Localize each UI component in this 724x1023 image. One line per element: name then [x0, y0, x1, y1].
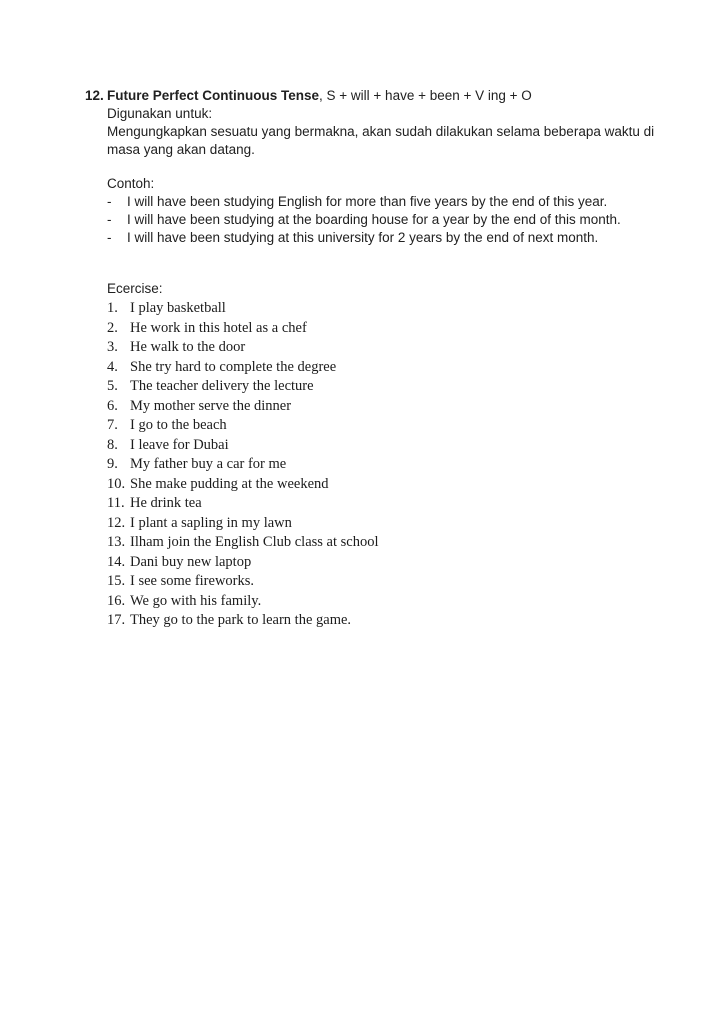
exercise-item-text: I go to the beach: [130, 417, 227, 433]
exercise-item: [107, 436, 670, 456]
exercise-item-text: She make pudding at the weekend: [130, 475, 329, 492]
section-body: [107, 105, 670, 631]
example-text: I will have been studying English for more than five years by the end of this year.: [127, 194, 608, 209]
exercise-item-number: 1.: [107, 300, 118, 316]
exercise-item-number: 7.: [107, 417, 118, 433]
exercise-item-number: 11.: [107, 495, 125, 511]
exercise-item: [107, 611, 670, 631]
exercise-item: [107, 338, 670, 358]
section-title-bold: Future Perfect Continuous Tense: [107, 88, 320, 103]
exercise-item: [107, 494, 670, 514]
exercise-item: [107, 553, 670, 573]
exercise-item-text: The teacher delivery the lecture: [130, 378, 314, 394]
exercise-item-text: They go to the park to learn the game.: [130, 612, 352, 628]
exercise-item: [107, 455, 670, 475]
exercise-item-text: Ilham join the English Club class at school: [130, 534, 379, 550]
example-text: I will have been studying at the boarding house for a year by the end of this month.: [127, 212, 621, 227]
exercise-item-text: I play basketball: [130, 300, 226, 316]
usage-label: Digunakan untuk:: [107, 106, 213, 121]
exercise-item: [107, 514, 670, 534]
exercise-item: [107, 358, 670, 378]
exercise-item: [107, 533, 670, 553]
exercise-item-text: My mother serve the dinner: [130, 397, 292, 414]
exercise-item: [107, 397, 670, 417]
dash-bullet: -: [107, 230, 112, 245]
exercise-item: [107, 377, 670, 397]
dash-bullet: -: [107, 194, 112, 209]
exercise-item-text: He walk to the door: [130, 339, 246, 355]
exercise-item-text: Dani buy new laptop: [130, 553, 252, 570]
exercise-item-number: 14.: [107, 553, 126, 570]
exercise-item-text: My father buy a car for me: [130, 456, 287, 472]
dash-bullet: -: [107, 212, 112, 227]
example-item: [107, 229, 670, 247]
exercise-item-number: 4.: [107, 358, 118, 375]
exercise-item-number: 3.: [107, 339, 118, 355]
exercise-item: [107, 416, 670, 436]
section-title: [107, 87, 532, 105]
exercise-item-text: He drink tea: [130, 495, 202, 511]
exercise-item-number: 13.: [107, 534, 126, 550]
exercise-item: [107, 592, 670, 612]
exercise-item: [107, 572, 670, 592]
exercise-list: [107, 299, 670, 631]
section-title-formula: , S + will + have + been + V ing + O: [319, 88, 532, 103]
exercise-label: Ecercise:: [107, 281, 163, 296]
exercise-item-text: I plant a sapling in my lawn: [130, 514, 292, 531]
section-number: 12.: [85, 88, 104, 103]
exercise-item-text: He work in this hotel as a chef: [130, 319, 307, 336]
exercise-item-number: 17.: [107, 612, 126, 628]
exercise-item-number: 10.: [107, 475, 126, 492]
exercise-item-number: 6.: [107, 397, 118, 414]
section-heading: [85, 87, 670, 105]
example-item: [107, 211, 670, 229]
exercise-item-number: 15.: [107, 573, 126, 589]
exercise-item-number: 9.: [107, 456, 118, 472]
exercise-item-text: I leave for Dubai: [130, 436, 229, 453]
example-text: I will have been studying at this university for 2 years by the end of next month.: [127, 230, 599, 245]
exercise-item-number: 16.: [107, 592, 126, 609]
exercise-item-number: 8.: [107, 436, 118, 453]
exercise-item: [107, 299, 670, 319]
worksheet-content: [85, 87, 670, 631]
example-item: [107, 193, 670, 211]
exercise-item-number: 5.: [107, 378, 118, 394]
exercise-item-text: She try hard to complete the degree: [130, 358, 337, 375]
exercise-item: [107, 475, 670, 495]
exercise-item-text: I see some fireworks.: [130, 573, 255, 589]
usage-text: Mengungkapkan sesuatu yang bermakna, akan sudah dilakukan selama beberapa waktu di masa yang akan datang.: [107, 124, 655, 157]
examples-label: Contoh:: [107, 176, 155, 191]
exercise-item: [107, 319, 670, 339]
exercise-item-number: 2.: [107, 319, 118, 336]
exercise-item-text: We go with his family.: [130, 592, 262, 609]
exercise-item-number: 12.: [107, 514, 126, 531]
